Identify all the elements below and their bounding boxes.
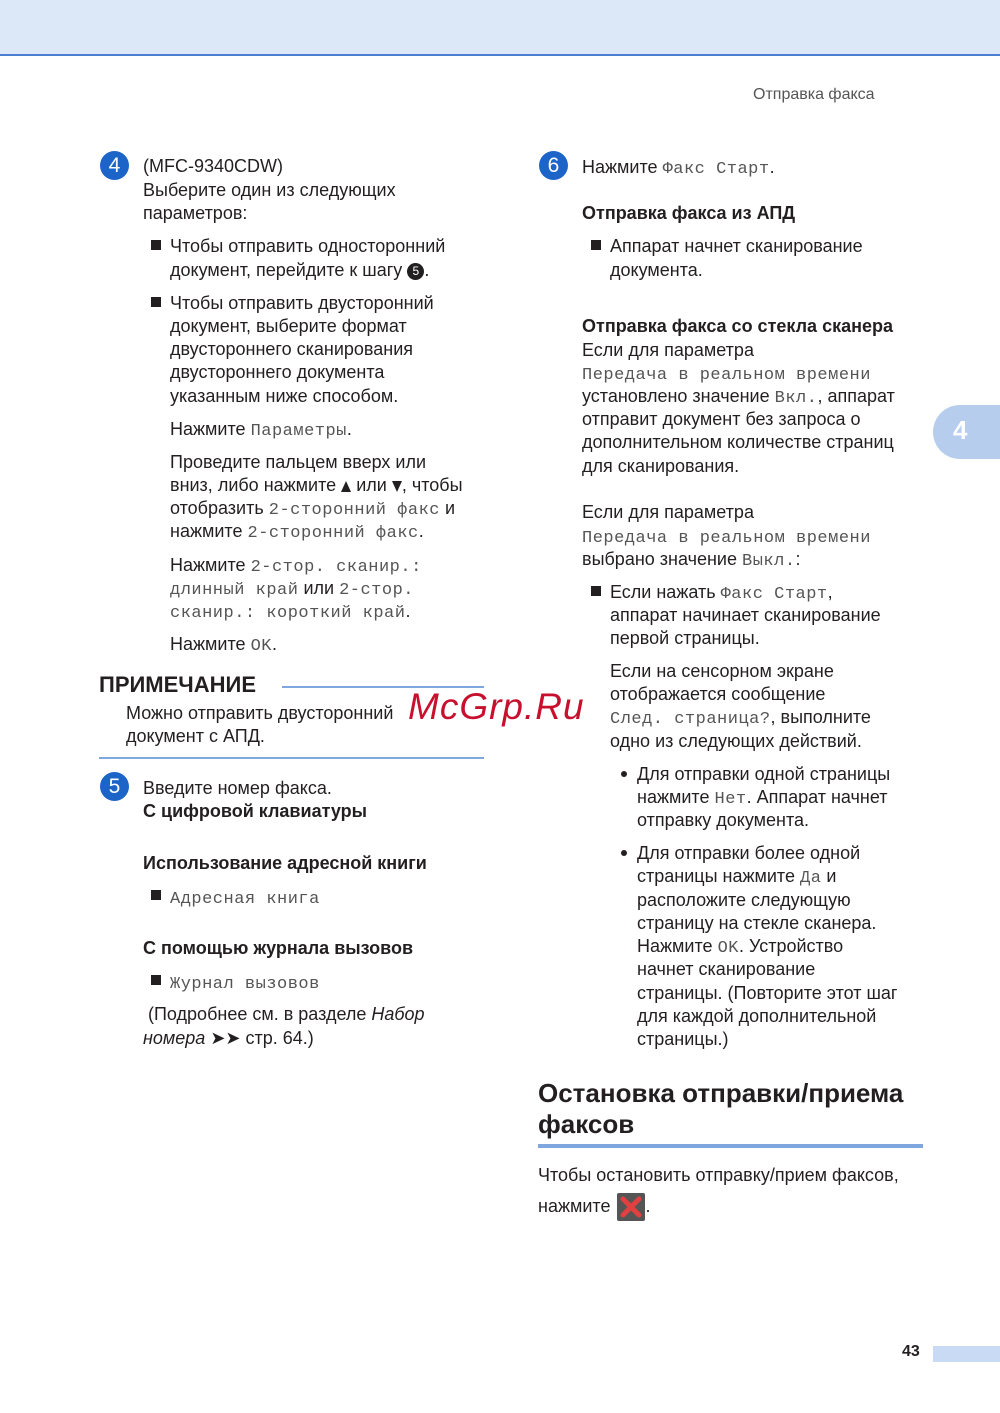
one-page-line-3: отправку документа. bbox=[637, 810, 810, 830]
bullet-square bbox=[151, 297, 161, 307]
duplex-fax-label: 2-сторонний факс bbox=[268, 501, 440, 520]
glass-p1-line-5: дополнительном количестве страниц bbox=[582, 432, 894, 452]
multi-page-line-7: страницы. (Повторите этот шаг bbox=[637, 983, 898, 1003]
glass-p2-line-1: Если для параметра bbox=[582, 502, 754, 522]
section-title-line-1: Остановка отправки/приема bbox=[538, 1078, 904, 1108]
step-4-option-2-line-1: Чтобы отправить двусторонний bbox=[170, 293, 434, 313]
step-5-ref-icon: 5 bbox=[407, 263, 424, 280]
call-log-label: Журнал вызовов bbox=[170, 975, 320, 994]
chapter-tab: 4 bbox=[933, 405, 1000, 459]
realtime-tx-label: Передача в реальном времени bbox=[582, 366, 871, 385]
arrow-down-icon bbox=[392, 481, 402, 492]
bullet-square bbox=[151, 975, 161, 985]
adf-line-2: документа. bbox=[610, 260, 703, 280]
step-4-option-2-line-5: указанным ниже способом. bbox=[170, 386, 399, 406]
stop-exit-icon bbox=[616, 1192, 646, 1222]
bullet-dot bbox=[621, 771, 627, 777]
glass-p1-line-6: для сканирования. bbox=[582, 456, 740, 476]
address-book-label: Адресная книга bbox=[170, 890, 320, 909]
message-line-3: След. страница?, выполните bbox=[610, 707, 871, 729]
page-number: 43 bbox=[902, 1343, 920, 1360]
double-arrow-icon: ➤➤ bbox=[210, 1028, 241, 1048]
bullet-dot bbox=[621, 850, 627, 856]
note-title: ПРИМЕЧАНИЕ bbox=[99, 672, 257, 697]
params-button-label: Параметры bbox=[250, 422, 347, 441]
step-4-option-1-line-2: документ, перейдите к шагу 5 . bbox=[170, 260, 430, 280]
multi-page-line-4: страницу на стекле сканера. bbox=[637, 913, 877, 933]
message-line-2: отображается сообщение bbox=[610, 684, 826, 704]
glass-p1-line-1: Если для параметра bbox=[582, 340, 754, 360]
short-edge-line: сканир.: короткий край. bbox=[170, 601, 411, 623]
watermark: McGrp.Ru bbox=[408, 686, 585, 727]
swipe-line-2: вниз, либо нажмите или , чтобы bbox=[170, 475, 463, 495]
running-head: Отправка факса bbox=[753, 86, 875, 103]
adf-heading: Отправка факса из АПД bbox=[582, 203, 796, 223]
arrow-up-icon bbox=[341, 481, 351, 492]
bullet-square bbox=[151, 890, 161, 900]
step-5-line-1: Введите номер факса. bbox=[143, 778, 332, 798]
one-page-line-2: нажмите Нет. Аппарат начнет bbox=[637, 787, 888, 809]
press-params-line: Нажмите Параметры. bbox=[170, 419, 352, 441]
long-short-edge-line: длинный край или 2-стор. bbox=[170, 578, 414, 600]
step-5-heading-call-log: С помощью журнала вызовов bbox=[143, 938, 414, 958]
glass-p1-line-2 bbox=[582, 362, 871, 387]
section-paragraph-line-2: нажмите . bbox=[538, 1192, 651, 1222]
section-paragraph-line-1: Чтобы остановить отправку/прием факсов, bbox=[538, 1165, 899, 1185]
ok-button-label: OK bbox=[250, 637, 272, 656]
swipe-line-3: отобразить 2-сторонний факс и bbox=[170, 498, 456, 520]
note-line-2: документ с АПД. bbox=[126, 726, 265, 746]
glass-heading: Отправка факса со стекла сканера bbox=[582, 316, 893, 336]
glass-bullet-line-1: Если нажать Факс Старт, bbox=[610, 582, 833, 604]
multi-page-line-5: Нажмите OK. Устройство bbox=[637, 936, 844, 958]
multi-page-line-3: расположите следующую bbox=[637, 890, 851, 910]
step-5-heading-address-book: Использование адресной книги bbox=[143, 853, 427, 873]
glass-p1-line-4: отправит документ без запроса о bbox=[582, 409, 861, 429]
step-4-option-2-line-4: двустороннего документа bbox=[170, 362, 385, 382]
step-5-reference-line-1: (Подробнее см. в разделе Набор bbox=[148, 1004, 425, 1024]
section-rule bbox=[538, 1144, 923, 1148]
swipe-line-1: Проведите пальцем вверх или bbox=[170, 452, 427, 472]
section-title-line-2: факсов bbox=[538, 1109, 635, 1139]
note-rule-bottom bbox=[99, 757, 484, 759]
multi-page-line-1: Для отправки более одной bbox=[637, 843, 861, 863]
press-long-edge-line: Нажмите 2-стор. сканир.: bbox=[170, 555, 422, 577]
header-band bbox=[0, 0, 1000, 56]
glass-bullet-line-2: аппарат начинает сканирование bbox=[610, 605, 881, 625]
multi-page-line-2: страницы нажмите Да и bbox=[637, 866, 837, 888]
step-4-option-2-line-2: документ, выберите формат bbox=[170, 316, 407, 336]
one-page-line-1: Для отправки одной страницы bbox=[637, 764, 891, 784]
step-6-number: 6 bbox=[539, 151, 568, 180]
multi-page-line-8: для каждой дополнительной bbox=[637, 1006, 877, 1026]
note-line-1: Можно отправить двусторонний bbox=[126, 703, 394, 723]
no-button-label: Нет bbox=[714, 790, 747, 809]
step-5-heading-keypad: С цифровой клавиатуры bbox=[143, 801, 367, 821]
step-4-option-2-line-3: двустороннего сканирования bbox=[170, 339, 414, 359]
bullet-square bbox=[151, 240, 161, 250]
step-4-intro-line-1: Выберите один из следующих bbox=[143, 180, 396, 200]
swipe-line-4: нажмите 2-сторонний факс. bbox=[170, 521, 424, 543]
step-4-number: 4 bbox=[100, 151, 129, 180]
bullet-square bbox=[591, 240, 601, 250]
adf-line-1: Аппарат начнет сканирование bbox=[610, 236, 863, 256]
message-line-1: Если на сенсорном экране bbox=[610, 661, 834, 681]
step-6-press-line: Нажмите Факс Старт. bbox=[582, 157, 775, 179]
step-4-option-1-line-1: Чтобы отправить односторонний bbox=[170, 236, 446, 256]
step-4-model: (MFC-9340CDW) bbox=[143, 156, 284, 176]
multi-page-line-6: начнет сканирование bbox=[637, 959, 816, 979]
footer-bar bbox=[933, 1346, 1000, 1362]
glass-p2-line-2: Передача в реальном времени bbox=[582, 529, 871, 548]
bullet-square bbox=[591, 586, 601, 596]
step-5-number: 5 bbox=[100, 772, 129, 801]
glass-bullet-line-3: первой страницы. bbox=[610, 628, 760, 648]
step-5-reference-line-2: номера ➤➤ стр. 64.) bbox=[143, 1028, 314, 1048]
fax-start-label: Факс Старт bbox=[662, 160, 770, 179]
message-line-4: одно из следующих действий. bbox=[610, 731, 862, 751]
yes-button-label: Да bbox=[800, 869, 822, 888]
multi-page-line-9: страницы.) bbox=[637, 1029, 729, 1049]
glass-p1-line-3: установлено значение Вкл., аппарат bbox=[582, 386, 895, 408]
next-page-prompt: След. страница? bbox=[610, 710, 771, 729]
press-ok-line: Нажмите OK. bbox=[170, 634, 277, 656]
glass-p2-line-3: выбрано значение Выкл.: bbox=[582, 549, 801, 571]
step-4-intro-line-2: параметров: bbox=[143, 203, 248, 223]
